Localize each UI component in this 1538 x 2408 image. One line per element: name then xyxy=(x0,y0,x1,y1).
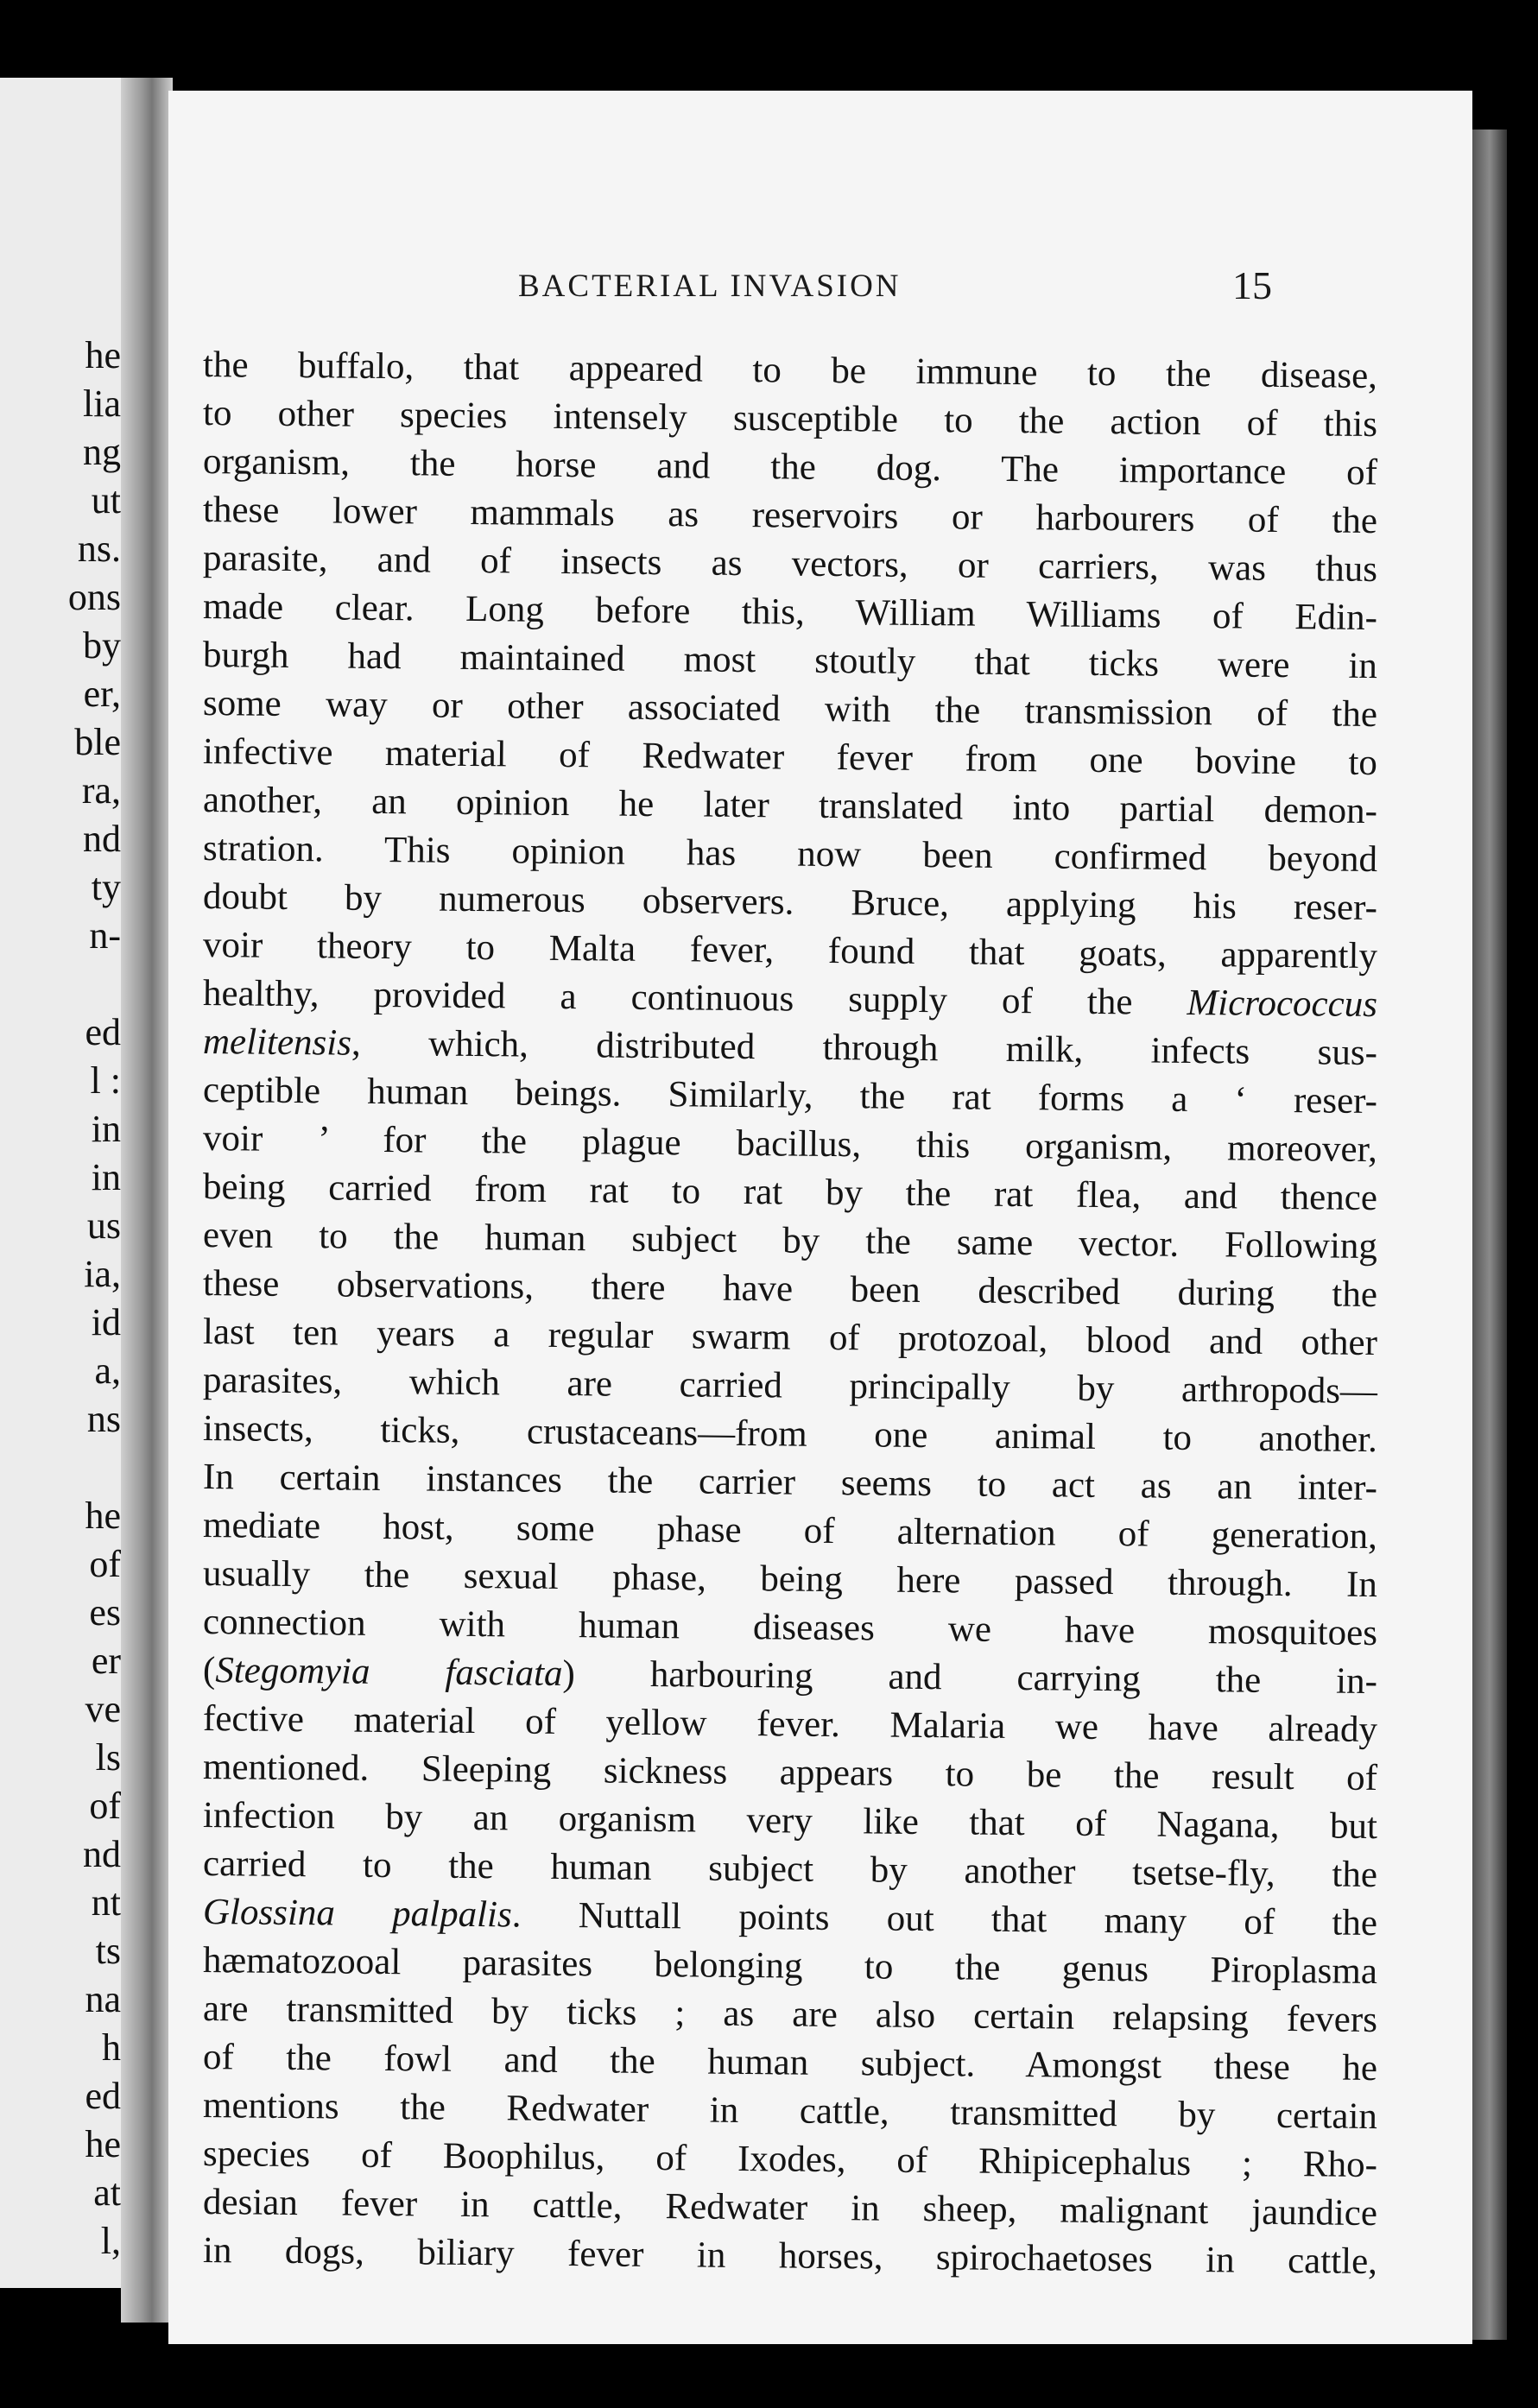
text-line: doubt by numerous observers. Bruce, applying his reser- xyxy=(202,876,1378,929)
text-line: burgh had maintained most stoutly that ticks were in xyxy=(202,635,1378,687)
left-page-fragment: nt xyxy=(91,1881,121,1924)
text-line: organism, the horse and the dog. The importance of xyxy=(202,441,1378,494)
left-page-fragment: er xyxy=(91,1640,121,1682)
running-head xyxy=(168,263,1472,319)
left-page-fragment: he xyxy=(85,2123,121,2165)
left-page-fragment: ty xyxy=(91,866,121,908)
left-page-fragment: id xyxy=(91,1301,121,1343)
text-line: some way or other associated with the transmission of the xyxy=(202,683,1378,736)
left-page-fragment: ns xyxy=(86,1398,121,1440)
text-line: in dogs, biliary fever in horses, spirochaetoses in cattle, xyxy=(202,2230,1378,2283)
text-line: made clear. Long before this, William Williams of Edin- xyxy=(202,586,1378,639)
text-line: species of Boophilus, of Ixodes, of Rhipicephalus ; Rho- xyxy=(202,2133,1378,2186)
left-page-fragment: lia xyxy=(83,382,121,425)
left-page-fragment: ns. xyxy=(77,528,121,570)
left-page-fragment: ng xyxy=(83,431,121,473)
text-line: (Stegomyia fasciata) harbouring and carrying the in- xyxy=(202,1650,1378,1703)
book-page xyxy=(168,91,1472,2344)
text-line: infective material of Redwater fever from one bovine to xyxy=(202,731,1378,784)
left-page-fragment: in xyxy=(91,1108,121,1150)
left-page-fragment: by xyxy=(83,624,121,667)
text-line: usually the sexual phase, being here passed through. In xyxy=(202,1553,1378,1606)
left-page-fragment: of xyxy=(89,1785,121,1827)
text-line: mediate host, some phase of alternation of generation, xyxy=(202,1505,1378,1558)
left-page-fragment: l : xyxy=(90,1059,121,1102)
text-line: another, an opinion he later translated into partial demon- xyxy=(202,780,1378,832)
page-edge-right xyxy=(1472,130,1507,2340)
text-line: connection with human diseases we have mosquitoes xyxy=(202,1602,1378,1654)
left-page-fragment: ed xyxy=(85,1011,121,1053)
left-page-fragment: ve xyxy=(85,1688,121,1730)
left-page-fragment: nd xyxy=(83,1833,121,1875)
left-page-fragment: ut xyxy=(91,479,121,521)
text-line: parasite, and of insects as vectors, or carriers, was thus xyxy=(202,538,1378,591)
left-page-fragment: of xyxy=(89,1543,121,1585)
text-line: are transmitted by ticks ; as are also certain relapsing fevers xyxy=(202,1988,1378,2041)
text-line: these observations, there have been described during the xyxy=(202,1263,1378,1316)
text-line: these lower mammals as reservoirs or harbourers of the xyxy=(202,490,1378,542)
text-line: parasites, which are carried principally by arthropods— xyxy=(202,1360,1378,1413)
text-line: melitensis, which, distributed through milk, infects sus- xyxy=(202,1021,1378,1074)
left-page-fragment: ts xyxy=(95,1930,121,1972)
text-line: to other species intensely susceptible to the action of this xyxy=(202,393,1378,446)
text-line: last ten years a regular swarm of protozoal, blood and other xyxy=(202,1311,1378,1364)
text-line: ceptible human beings. Similarly, the rat forms a ‘ reser- xyxy=(202,1070,1378,1122)
left-page-fragment: he xyxy=(85,334,121,376)
book-gutter xyxy=(121,78,173,2323)
text-line: desian fever in cattle, Redwater in sheep, malignant jaundice xyxy=(202,2182,1378,2234)
text-line: In certain instances the carrier seems to act as an inter- xyxy=(202,1457,1378,1509)
left-page-fragment: n- xyxy=(89,914,121,957)
left-page-fragment: er, xyxy=(83,673,121,715)
text-line: healthy, provided a continuous supply of the Micrococcus xyxy=(202,973,1378,1026)
body-text xyxy=(202,341,1378,2283)
text-line: Glossina palpalis. Nuttall points out that many of the xyxy=(202,1892,1378,1944)
left-page-fragment: ia, xyxy=(84,1253,121,1295)
text-line: infection by an organism very like that of Nagana, but xyxy=(202,1795,1378,1848)
text-line: carried to the human subject by another tsetse-fly, the xyxy=(202,1843,1378,1896)
left-page-fragment: us xyxy=(86,1204,121,1247)
page-number: 15 xyxy=(1232,263,1272,307)
text-line: hæmatozooal parasites belonging to the genus Piroplasma xyxy=(202,1940,1378,1993)
left-page-fragment: ls xyxy=(95,1736,121,1779)
left-page-fragment: na xyxy=(85,1978,121,2020)
text-line: voir ’ for the plague bacillus, this organism, moreover, xyxy=(202,1118,1378,1171)
left-page-fragment: in xyxy=(91,1156,121,1198)
left-page-fragment: nd xyxy=(83,818,121,860)
left-page-fragment: ons xyxy=(67,576,121,618)
left-page-fragment: h xyxy=(102,2026,121,2069)
left-page-fragment: ra, xyxy=(81,769,121,812)
left-page-fragment: l, xyxy=(100,2220,121,2262)
text-line: even to the human subject by the same vector. Following xyxy=(202,1215,1378,1267)
left-page-fragment: ed xyxy=(85,2075,121,2117)
text-line: mentioned. Sleeping sickness appears to be the result of xyxy=(202,1747,1378,1799)
left-page-fragment: a, xyxy=(94,1349,121,1392)
text-line: voir theory to Malta fever, found that goats, apparently xyxy=(202,925,1378,977)
text-line: insects, ticks, crustaceans—from one animal to another. xyxy=(202,1408,1378,1461)
running-title: BACTERIAL INVASION xyxy=(518,269,902,304)
left-page-edge xyxy=(0,78,121,2288)
text-line: stration. This opinion has now been confirmed beyond xyxy=(202,828,1378,881)
left-page-fragment: ble xyxy=(74,721,121,763)
text-line: the buffalo, that appeared to be immune to the disease, xyxy=(202,344,1378,397)
text-line: of the fowl and the human subject. Amongst these he xyxy=(202,2037,1378,2089)
text-line: being carried from rat to rat by the rat flea, and thence xyxy=(202,1166,1378,1219)
left-page-fragment: at xyxy=(93,2171,121,2214)
left-page-fragment: es xyxy=(89,1591,121,1634)
text-line: fective material of yellow fever. Malaria we have already xyxy=(202,1698,1378,1751)
left-page-fragment: he xyxy=(85,1495,121,1537)
text-line: mentions the Redwater in cattle, transmitted by certain xyxy=(202,2085,1378,2138)
